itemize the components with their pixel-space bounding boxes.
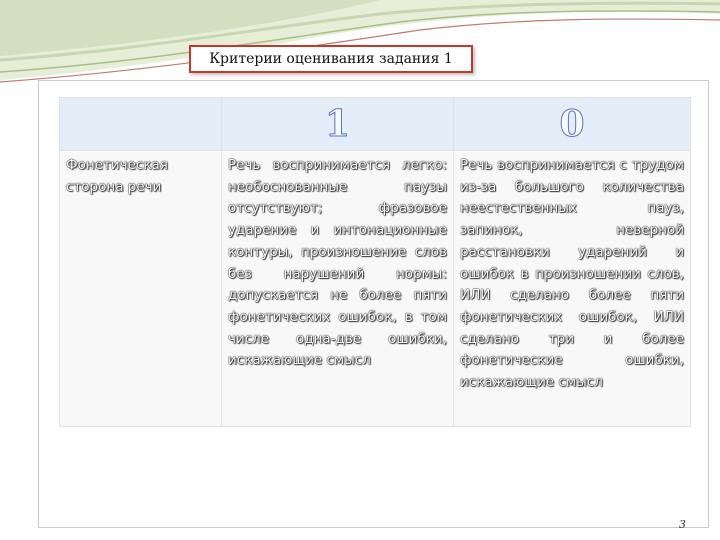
header-score-0-cell (454, 98, 691, 151)
page-number: 3 (679, 518, 686, 531)
score-0-cell (454, 151, 691, 427)
header-aspect-cell (60, 98, 222, 151)
score-0-description: Речь воспринимается с трудом из-за большого количества неестественных пауз, запинок, неверной расстановки ударений и ошибок в произношении слов, ИЛИ сделано более пяти фонетических ошибок, ИЛИ сделано три и более фонетические ошибки, искажающие смысл (460, 157, 684, 391)
score-1-cell (222, 151, 454, 427)
header-score-1-cell (222, 98, 454, 151)
score-1-description: Речь воспринимается легко: необоснованные паузы отсутствуют; фразовое ударение и интонационные контуры, произношение слов без нарушений нормы: допускается не более пяти фонетических ошибок, в том числе одна-две ошибки, искажающие смысл (228, 157, 447, 369)
aspect-cell (60, 151, 222, 427)
header-row (60, 98, 691, 151)
table-row (60, 151, 691, 427)
header-score-1: 1 (324, 103, 351, 145)
slide-title: Критерии оценивания задания 1 (189, 45, 473, 73)
header-score-0: 0 (559, 103, 585, 145)
criteria-table (59, 97, 691, 427)
aspect-label: Фонетическая сторона речи (66, 157, 168, 195)
